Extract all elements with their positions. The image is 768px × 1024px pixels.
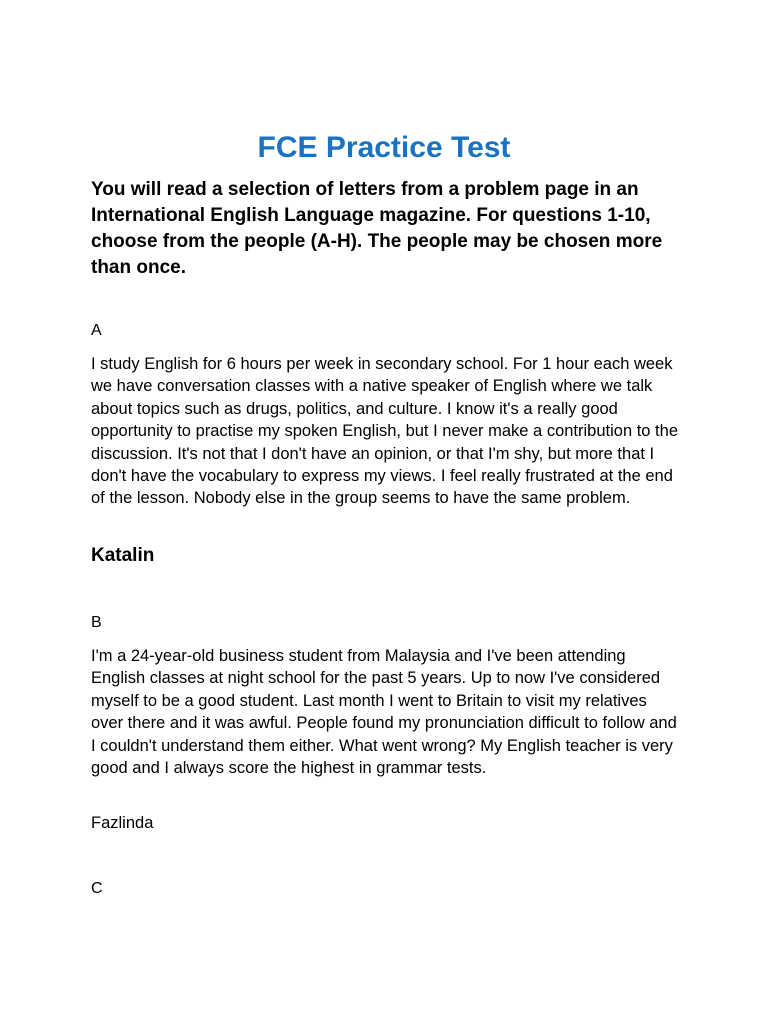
letter-label-a: A: [91, 322, 102, 339]
letter-label-c: C: [91, 880, 103, 897]
letter-signature-b: Fazlinda: [91, 814, 154, 832]
instructions-text: You will read a selection of letters from a problem page in an International English Language magazine. For questions 1-10, choose from the people (A-H). The people may be chosen more than once.: [91, 179, 663, 278]
letter-label-b: B: [91, 614, 102, 631]
letter-signature-a: Katalin: [91, 545, 155, 566]
letter-body-a: I study English for 6 hours per week in secondary school. For 1 hour each week we have conversation classes with a native speaker of English where we talk about topics such as drugs, politics, and culture. I know it's a really good opportunity to practise my spoken English, but I never make a contribution to the discussion. It's not that I don't have an opinion, or that I'm shy, but more that I don't have the vocabulary to express my views. I feel really frustrated at the end of the lesson. Nobody else in the group seems to have the same problem.: [91, 355, 678, 508]
page-title: FCE Practice Test: [257, 131, 511, 164]
letter-body-b: I'm a 24-year-old business student from Malaysia and I've been attending English classes at night school for the past 5 years. Up to now I've considered myself to be a good student. Last month I went to Britain to visit my relatives over there and it was awful. People found my pronunciation difficult to follow and I couldn't understand them either. What went wrong? My English teacher is very good and I always score the highest in grammar tests.: [91, 647, 677, 778]
